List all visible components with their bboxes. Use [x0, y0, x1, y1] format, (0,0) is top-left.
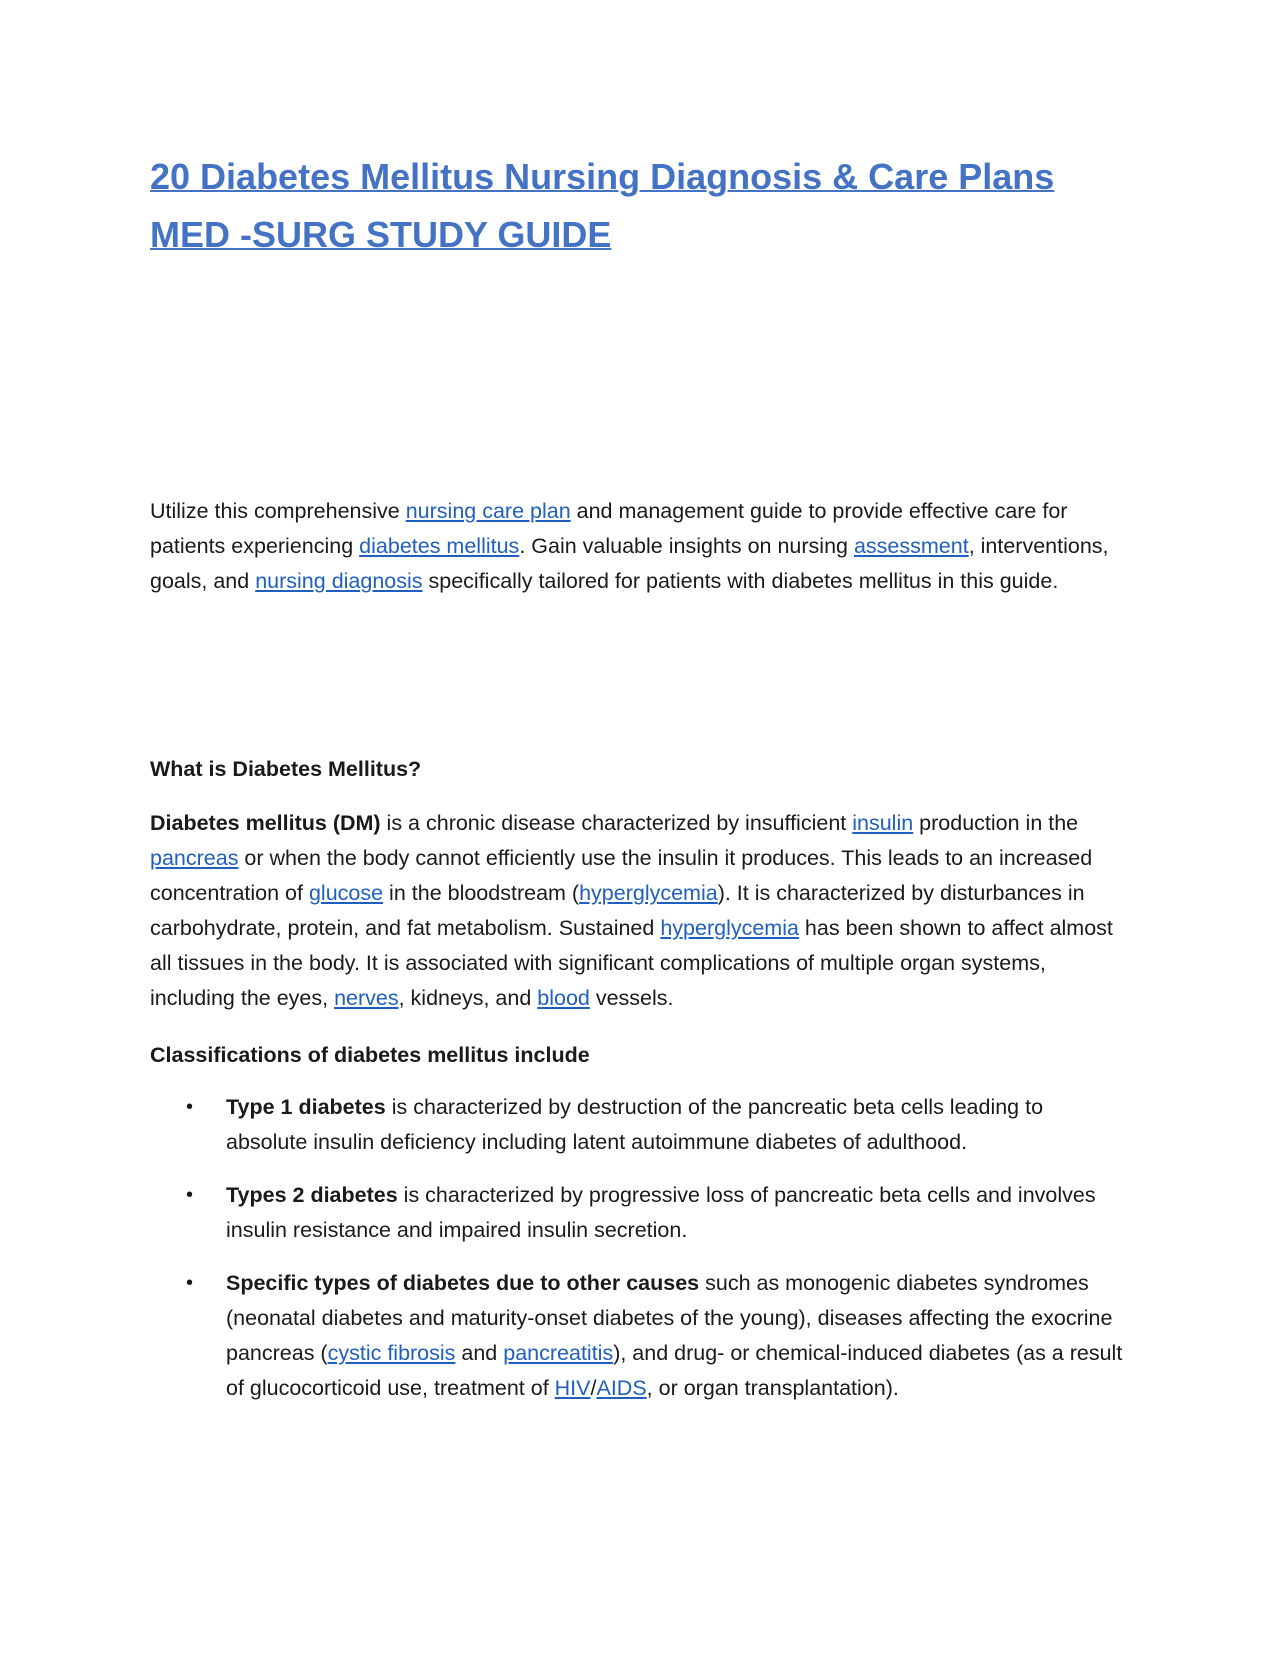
- definition-text: , kidneys, and: [398, 986, 538, 1010]
- definition-text: ). It is characterized by disturbances in carbohydrate, protein, and fat metabolism. Sustained: [150, 881, 1085, 940]
- title-link[interactable]: [150, 156, 1054, 255]
- cystic-fibrosis-link[interactable]: cystic fibrosis: [327, 1341, 456, 1365]
- intro-text: and management guide to provide effective care for patients experiencing: [150, 499, 1068, 558]
- title-line-1: 20 Diabetes Mellitus Nursing Diagnosis & Care Plans: [150, 156, 1055, 197]
- hyperglycemia-link[interactable]: hyperglycemia: [579, 881, 718, 905]
- bullet-icon: •: [186, 1272, 194, 1294]
- definition-text: vessels.: [589, 986, 674, 1010]
- classification-term: Specific types of diabetes due to other causes: [226, 1271, 700, 1295]
- list-item: [150, 1266, 1130, 1406]
- classification-text: such as monogenic diabetes syndromes (neonatal diabetes and maturity-onset diabetes of the young), diseases affecting the exocrine pancreas (: [226, 1271, 1113, 1365]
- hyperglycemia-link[interactable]: hyperglycemia: [660, 916, 799, 940]
- hiv-link[interactable]: HIV: [554, 1376, 591, 1400]
- nursing-diagnosis-link[interactable]: nursing diagnosis: [255, 569, 423, 593]
- definition-text: or when the body cannot efficiently use the insulin it produces. This leads to an increased concentration of: [150, 846, 1093, 905]
- slash-separator: /: [590, 1376, 597, 1400]
- definition-text: has been shown to affect almost all tissues in the body. It is associated with significant complications of multiple organ systems, including the eyes,: [150, 916, 1113, 1010]
- insulin-link[interactable]: insulin: [852, 811, 914, 835]
- intro-paragraph: [150, 494, 1110, 599]
- classification-text: ), and drug- or chemical-induced diabetes (as a result of glucocorticoid use, treatment of: [226, 1341, 1123, 1400]
- list-item: [150, 1178, 1130, 1248]
- definition-text: production in the: [913, 811, 1079, 835]
- classification-text: is characterized by destruction of the pancreatic beta cells leading to absolute insulin deficiency including latent autoimmune diabetes of adulthood.: [226, 1095, 1044, 1154]
- nerves-link[interactable]: nerves: [334, 986, 399, 1010]
- pancreatitis-link[interactable]: pancreatitis: [503, 1341, 614, 1365]
- list-item: [150, 1090, 1130, 1160]
- nursing-care-plan-link[interactable]: nursing care plan: [405, 499, 571, 523]
- classification-text: and: [455, 1341, 504, 1365]
- glucose-link[interactable]: glucose: [308, 881, 384, 905]
- classifications-list: [150, 1090, 1130, 1424]
- intro-text: . Gain valuable insights on nursing: [519, 534, 854, 558]
- bullet-icon: •: [186, 1096, 194, 1118]
- definition-text: in the bloodstream (: [383, 881, 580, 905]
- classification-text: , or organ transplantation).: [646, 1376, 899, 1400]
- classification-term: Types 2 diabetes: [226, 1183, 398, 1207]
- intro-text: specifically tailored for patients with diabetes mellitus in this guide.: [422, 569, 1059, 593]
- classifications-heading: Classifications of diabetes mellitus include: [150, 1043, 590, 1067]
- pancreas-link[interactable]: pancreas: [150, 846, 239, 870]
- bullet-icon: •: [186, 1184, 194, 1206]
- definition-term: Diabetes mellitus (DM): [150, 811, 381, 835]
- what-is-dm-heading: What is Diabetes Mellitus?: [150, 757, 422, 781]
- aids-link[interactable]: AIDS: [596, 1376, 647, 1400]
- document-title: [150, 148, 1150, 264]
- diabetes-mellitus-link[interactable]: diabetes mellitus: [359, 534, 520, 558]
- intro-text: , interventions, goals, and: [150, 534, 1109, 593]
- classification-text: is characterized by progressive loss of pancreatic beta cells and involves insulin resistance and impaired insulin secretion.: [226, 1183, 1096, 1242]
- intro-text: Utilize this comprehensive: [150, 499, 406, 523]
- blood-link[interactable]: blood: [537, 986, 590, 1010]
- assessment-link[interactable]: assessment: [853, 534, 969, 558]
- definition-paragraph: [150, 806, 1125, 1016]
- definition-text: is a chronic disease characterized by insufficient: [380, 811, 853, 835]
- classification-term: Type 1 diabetes: [226, 1095, 386, 1119]
- title-line-2: MED -SURG STUDY GUIDE: [150, 214, 612, 255]
